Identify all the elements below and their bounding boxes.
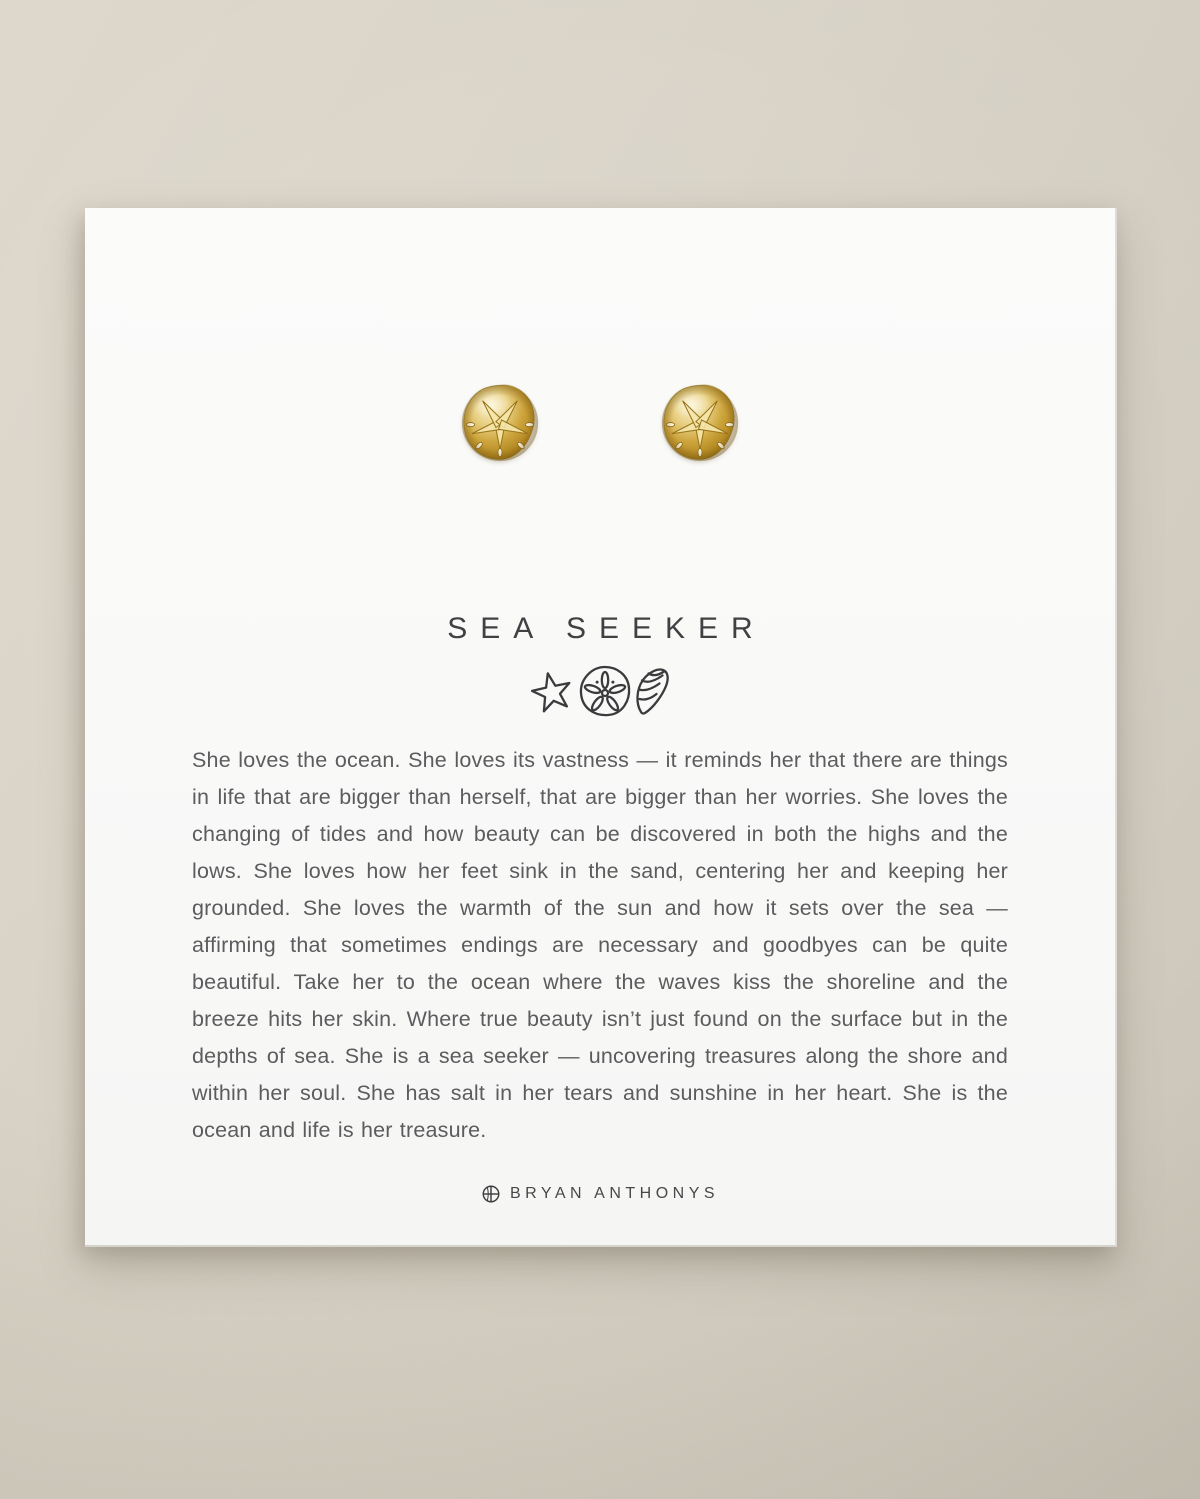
- shell-icon: [635, 666, 671, 716]
- earrings: [85, 382, 1115, 464]
- brand-name: BRYAN ANTHONYS: [509, 1185, 720, 1202]
- sand-dollar-icon: [578, 664, 632, 718]
- sand-dollar-earring-left: [459, 382, 541, 464]
- product-description: She loves the ocean. She loves its vastness — it reminds her that there are things in life that are bigger than herself, that are bigger than her worries. She loves the changing of tides and how beauty can be discovered in both the highs and the lows. She loves how her feet sink in the sand, centering her and keeping her grounded. She loves the warmth of the sun and how it sets over the sea — affirming that sometimes endings are necessary and goodbyes can be quite beautiful. Take her to the ocean where the waves kiss the shoreline and the breeze hits her skin. Where true beauty isn’t just found on the surface but in the depths of sea. She is a sea seeker — uncovering treasures along the shore and within her soul. She has salt in her tears and sunshine in her heart. She is the ocean and life is her treasure.: [192, 748, 1008, 1142]
- product-card: [85, 208, 1117, 1247]
- starfish-icon: [529, 668, 575, 714]
- sand-dollar-earring-right: [659, 382, 741, 464]
- product-title: SEA SEEKER: [447, 612, 766, 645]
- circle-cross-icon: [481, 1184, 501, 1204]
- brand-logo: [85, 1184, 1115, 1204]
- motif-icons: [85, 664, 1115, 718]
